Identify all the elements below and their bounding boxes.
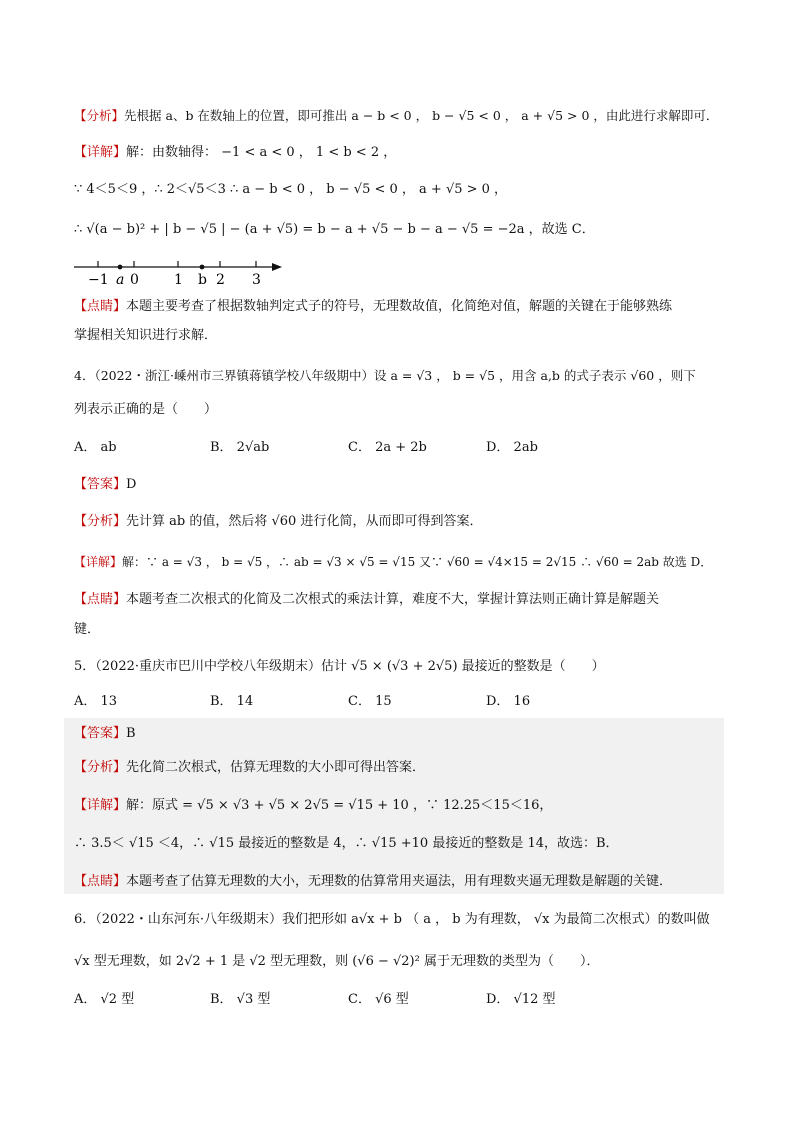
q6-options	[74, 990, 720, 1010]
q3-detail-line	[74, 143, 720, 163]
q3-analysis-line	[74, 106, 720, 126]
number-line-arrow-icon	[272, 263, 282, 271]
q3-detail-text-1: 解：由数轴得： −1 < a < 0 ， 1 < b < 2 ，	[126, 145, 397, 160]
label-a: a	[116, 272, 125, 288]
q3-remark-line	[74, 297, 720, 317]
q3-detail-line-3: ∴ √(a − b)² + | b − √5 | − (a + √5) = b − a + √5 − b − a − √5 = −2a ，故选 C．	[74, 222, 595, 237]
q5-remark-tag: 【点睛】	[74, 874, 127, 889]
q4-answer-value: D	[126, 477, 137, 492]
q5-stem-line: 5．（2022·重庆市巴川中学校八年级期末）估计 √5 × (√3 + 2√5) 最接近的整数是（ ）	[74, 659, 605, 674]
q4-detail-line	[74, 552, 720, 572]
label-three: 3	[252, 272, 261, 288]
q4-analysis-tag: 【分析】	[74, 514, 127, 529]
number-line	[70, 250, 290, 290]
q3-analysis-tag: 【分析】	[74, 108, 125, 123]
q4-detail-tag: 【详解】	[74, 555, 123, 569]
q6-option-c: C． √6 型	[348, 992, 409, 1007]
q5-detail-line-2: ∴ 3.5＜ √15 ＜4，∴ √15 最接近的整数是 4，∴ √15 +10 最接近的整数是 14，故选：B．	[74, 836, 619, 851]
q3-remark-text-1: 本题主要考查了根据数轴判定式子的符号，无理数故值，化简绝对值，解题的关键在于能够熟练	[126, 299, 673, 314]
q4-remark-line-2: 键．	[74, 622, 101, 637]
q5-detail-text-1: 解：原式 = √5 × √3 + √5 × 2√5 = √15 + 10 ，∵ 12.25＜15＜16，	[126, 798, 553, 813]
q4-options	[74, 438, 720, 458]
q4-option-d: D． 2ab	[486, 440, 538, 455]
q5-option-d: D． 16	[486, 694, 531, 709]
q4-stem-line-2: 列表示正确的是（ ）	[74, 402, 218, 417]
q6-option-b: B． √3 型	[210, 992, 271, 1007]
label-minus-one: −1	[88, 272, 109, 288]
q5-option-b: B． 14	[210, 694, 254, 709]
q4-analysis-line	[74, 512, 720, 532]
q6-stem-line-1: 6．（2022・山东河东·八年级期末）我们把形如 a√x + b （ a ， b 为有理数， √x 为最简二次根式）的数叫做	[74, 912, 710, 927]
q3-remark-line-2: 掌握相关知识进行求解．	[74, 328, 218, 343]
q5-option-c: C． 15	[348, 694, 392, 709]
q5-detail-tag: 【详解】	[74, 798, 127, 813]
q4-option-b: B． 2√ab	[210, 440, 270, 455]
q3-analysis-text: 先根据 a、b 在数轴上的位置，即可推出 a − b < 0 ， b − √5 < 0 ， a + √5 > 0 ，由此进行求解即可．	[124, 108, 719, 123]
q3-detail-line-2: ∵ 4＜5＜9 ，∴ 2＜√5＜3 ∴ a − b < 0 ， b − √5 < 0 ， a + √5 > 0 ，	[74, 182, 508, 197]
q4-analysis-text: 先计算 ab 的值，然后将 √60 进行化简，从而即可得到答案．	[126, 514, 483, 529]
q5-remark-line	[74, 872, 720, 892]
q4-detail-text: 解：∵ a = √3 ， b = √5 ，∴ ab = √3 × √5 = √15 又∵ √60 = √4×15 = 2√15 ∴ √60 = 2ab 故选 D．	[122, 555, 713, 569]
label-b: b	[198, 272, 207, 288]
q5-remark-text: 本题考查了估算无理数的大小，无理数的估算常用夹逼法，用有理数夹逼无理数是解题的关键．	[126, 874, 673, 889]
label-zero: 0	[130, 272, 139, 288]
q5-answer-tag: 【答案】	[74, 726, 127, 741]
q5-options	[74, 692, 720, 712]
q5-analysis-text: 先化简二次根式，估算无理数的大小即可得出答案．	[126, 760, 426, 775]
label-one: 1	[174, 272, 183, 288]
q3-remark-tag: 【点睛】	[74, 299, 127, 314]
q4-remark-text-1: 本题考查二次根式的化简及二次根式的乘法计算，难度不大，掌握计算法则正确计算是解题关	[126, 592, 660, 607]
q4-remark-tag: 【点睛】	[74, 592, 127, 607]
q4-remark-line	[74, 590, 720, 610]
q5-detail-line	[74, 796, 720, 816]
q4-option-c: C． 2a + 2b	[348, 440, 427, 455]
q4-answer-tag: 【答案】	[74, 477, 127, 492]
point-b-dot	[200, 265, 205, 270]
q4-answer-line	[74, 475, 720, 495]
q5-answer-value: B	[126, 726, 136, 741]
q5-answer-line	[74, 724, 720, 744]
q5-option-a: A． 13	[74, 694, 118, 709]
q5-analysis-line	[74, 758, 720, 778]
q5-analysis-tag: 【分析】	[74, 760, 127, 775]
label-two: 2	[216, 272, 225, 288]
q4-option-a: A． ab	[74, 440, 117, 455]
q4-stem-line-1: 4．（2022・浙江·嵊州市三界镇蒋镇学校八年级期中）设 a = √3 ， b = √5 ，用含 a,b 的式子表示 √60 ，则下	[74, 368, 696, 383]
point-a-dot	[118, 265, 123, 270]
q6-option-a: A． √2 型	[74, 992, 135, 1007]
q6-option-d: D． √12 型	[486, 992, 556, 1007]
q3-detail-tag: 【详解】	[74, 145, 127, 160]
q6-stem-line-2: √x 型无理数，如 2√2 + 1 是 √2 型无理数，则 (√6 − √2)² 属于无理数的类型为（ ）．	[74, 954, 600, 969]
